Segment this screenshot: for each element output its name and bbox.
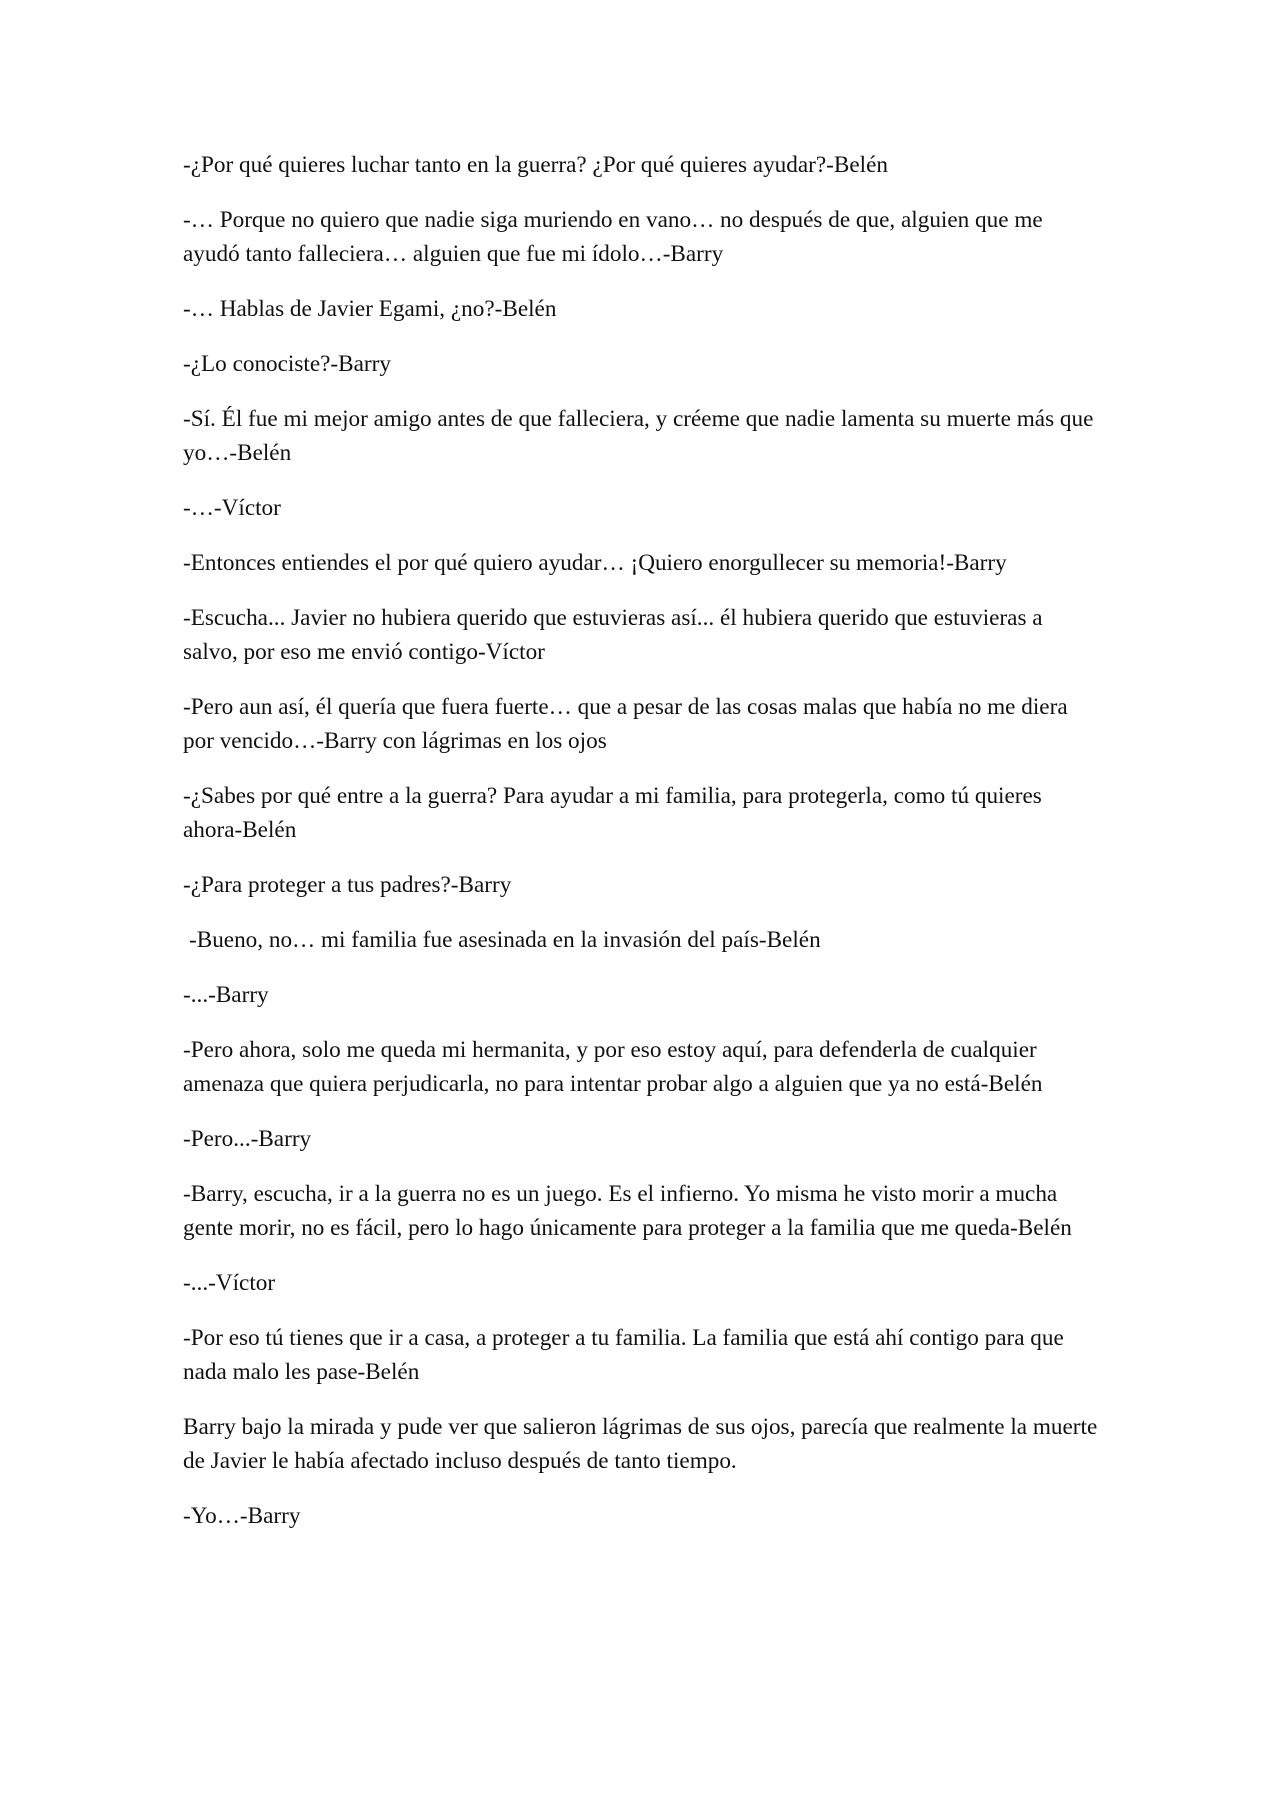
- paragraph: -¿Sabes por qué entre a la guerra? Para ayudar a mi familia, para protegerla, como tú quieres ahora-Belén: [183, 783, 1042, 843]
- paragraph: -Pero ahora, solo me queda mi hermanita, y por eso estoy aquí, para defenderla de cualquier amenaza que quiera perjudicarla, no para intentar probar algo a alguien que ya no está-Belén: [183, 1037, 1043, 1097]
- paragraph: -Barry, escucha, ir a la guerra no es un juego. Es el infierno. Yo misma he visto morir a mucha gente morir, no es fácil, pero lo hago únicamente para proteger a la familia que me queda-Belén: [183, 1181, 1072, 1241]
- paragraph: -Escucha... Javier no hubiera querido que estuvieras así... él hubiera querido que estuvieras a salvo, por eso me envió contigo-Víctor: [183, 605, 1043, 665]
- paragraph: Barry bajo la mirada y pude ver que salieron lágrimas de sus ojos, parecía que realmente la muerte de Javier le había afectado incluso después de tanto tiempo.: [183, 1414, 1098, 1474]
- paragraph: -...-Víctor: [183, 1270, 276, 1296]
- document-body: [183, 148, 1103, 1554]
- paragraph: -Entonces entiendes el por qué quiero ayudar… ¡Quiero enorgullecer su memoria!-Barry: [183, 550, 1007, 576]
- paragraph: -Por eso tú tienes que ir a casa, a proteger a tu familia. La familia que está ahí contigo para que nada malo les pase-Belén: [183, 1325, 1064, 1385]
- paragraph: -¿Lo conociste?-Barry: [183, 351, 391, 377]
- paragraph: -¿Por qué quieres luchar tanto en la guerra? ¿Por qué quieres ayudar?-Belén: [183, 152, 888, 178]
- paragraph: -...-Barry: [183, 982, 269, 1008]
- paragraph: -Pero aun así, él quería que fuera fuerte… que a pesar de las cosas malas que había no me diera por vencido…-Barry con lágrimas en los ojos: [183, 694, 1068, 754]
- paragraph: -…-Víctor: [183, 495, 281, 521]
- paragraph: -Pero...-Barry: [183, 1126, 312, 1152]
- paragraph: -Sí. Él fue mi mejor amigo antes de que falleciera, y créeme que nadie lamenta su muerte más que yo…-Belén: [183, 406, 1094, 466]
- paragraph: -… Hablas de Javier Egami, ¿no?-Belén: [183, 296, 557, 322]
- paragraph: -¿Para proteger a tus padres?-Barry: [183, 872, 512, 898]
- paragraph: -Yo…-Barry: [183, 1503, 301, 1529]
- paragraph: -… Porque no quiero que nadie siga muriendo en vano… no después de que, alguien que me ayudó tanto falleciera… alguien que fue mi ídolo…-Barry: [183, 207, 1043, 267]
- paragraph: -Bueno, no… mi familia fue asesinada en la invasión del país-Belén: [189, 927, 821, 953]
